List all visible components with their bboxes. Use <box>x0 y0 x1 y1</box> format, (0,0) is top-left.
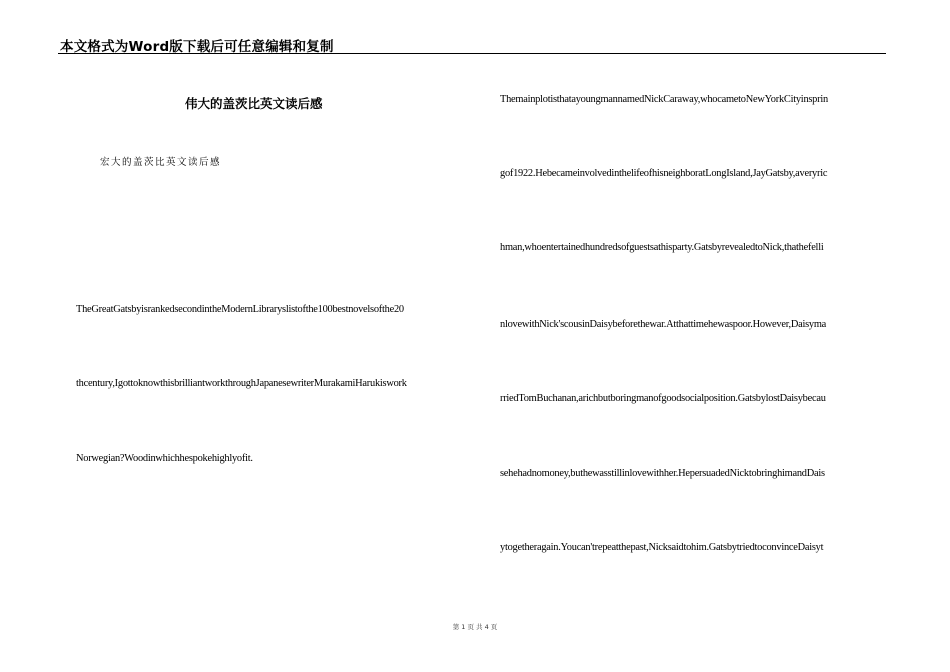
text-line: ytogetheragain.Youcan'trepeatthepast,Nicksaidtohim.GatsbytriedtoconvinceDaisyt <box>500 542 824 553</box>
text-line: rriedTomBuchanan,arichbutboringmanofgoodsocialposition.GatsbylostDaisybecau <box>500 393 826 404</box>
text-line: TheGreatGatsbyisrankedsecondintheModernLibraryslistofthe100bestnovelsofthe20 <box>76 304 404 315</box>
text-line: Norwegian?Woodinwhichhespokehighlyofit. <box>76 453 253 464</box>
header-title: 本文格式为Word版下载后可任意编辑和复制 <box>60 39 334 55</box>
text-line: sehehadnomoney,buthewasstillinlovewithher.HepersuadedNicktobringhimandDais <box>500 468 825 479</box>
text-line: ThemainplotisthatayoungmannamedNickCaraway,whocametoNewYorkCityinsprin <box>500 94 828 105</box>
text-line: thcentury,IgottoknowthisbrilliantworkthroughJapanesewriterMurakamiHarukiswork <box>76 378 407 389</box>
document-title: 伟大的盖茨比英文读后感 <box>185 96 323 111</box>
text-line: gof1922.HebecameinvolvedinthelifeofhisneighboratLongIsland,JayGatsby,averyric <box>500 168 828 179</box>
header-rule <box>58 53 886 54</box>
text-line: hman,whoentertainedhundredsofguestsathisparty.GatsbyrevealedtoNick,thathefelli <box>500 242 824 253</box>
page-footer: 第 1 页 共 4 页 <box>452 623 498 631</box>
text-line: nlovewithNick'scousinDaisybeforethewar.Atthattimehewaspoor.However,Daisyma <box>500 319 827 330</box>
document-subtitle: 宏大的盖茨比英文读后感 <box>100 157 222 168</box>
